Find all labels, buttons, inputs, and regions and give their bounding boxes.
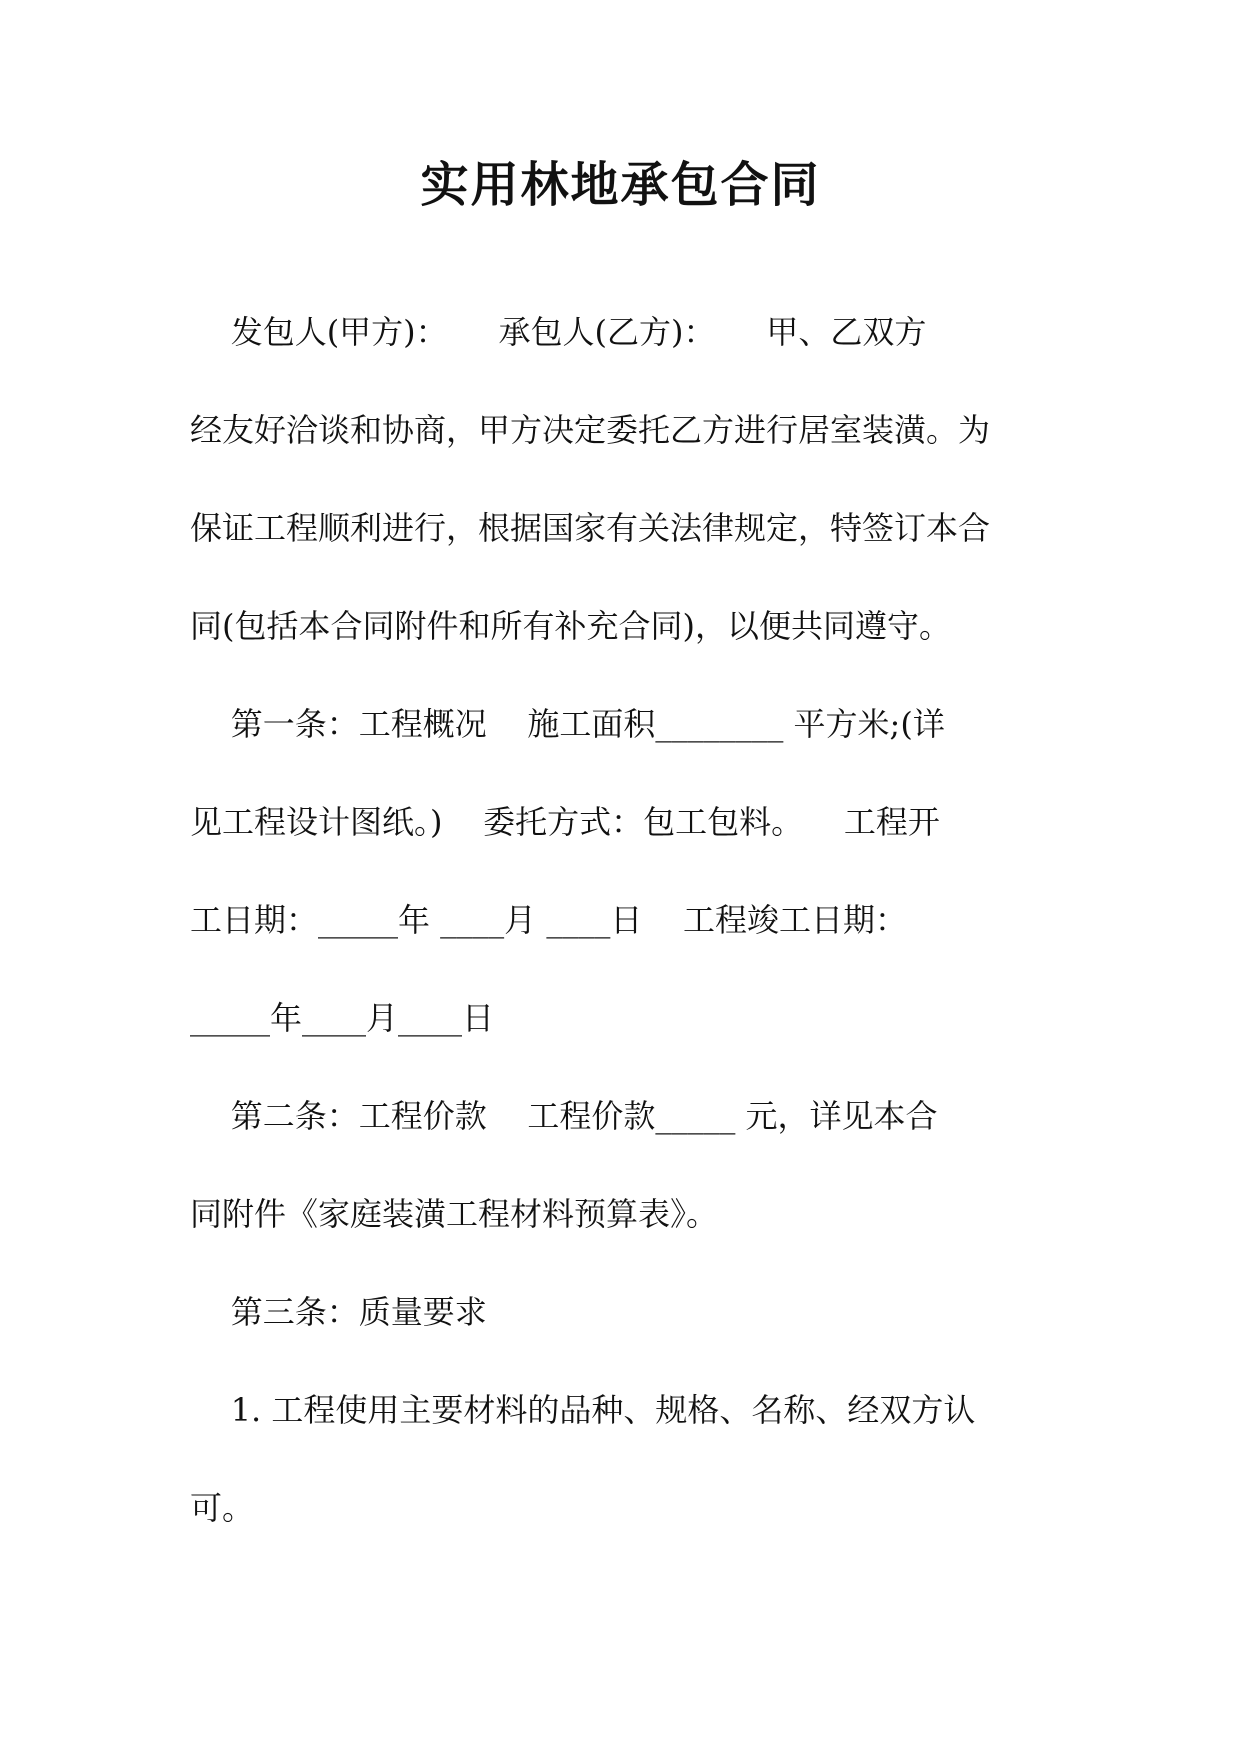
document-title: 实用林地承包合同 [420, 157, 821, 213]
body-line: 同(包括本合同附件和所有补充合同)，以便共同遵守。 [190, 607, 951, 645]
body-line: 同附件《家庭装潢工程材料预算表》。 [190, 1195, 719, 1233]
body-line: 第一条：工程概况 施工面积________ 平方米;(详 [190, 705, 945, 743]
body-line: 1. 工程使用主要材料的品种、规格、名称、经双方认 [190, 1391, 976, 1429]
body-line: 第三条：质量要求 [190, 1293, 487, 1331]
body-line: _____年____月____日 [190, 999, 495, 1037]
body-line: 工日期：_____年 ____月 ____日 工程竣工日期： [190, 901, 908, 939]
body-line: 发包人(甲方)： 承包人(乙方)： 甲、乙双方 [190, 313, 927, 351]
body-line: 保证工程顺利进行，根据国家有关法律规定，特签订本合 [190, 509, 991, 547]
body-line: 见工程设计图纸。) 委托方式：包工包料。 工程开 [190, 803, 940, 841]
body-line: 经友好洽谈和协商，甲方决定委托乙方进行居室装潢。为 [190, 411, 991, 449]
body-line: 第二条：工程价款 工程价款_____ 元，详见本合 [190, 1097, 938, 1135]
body-line: 可。 [190, 1489, 255, 1527]
